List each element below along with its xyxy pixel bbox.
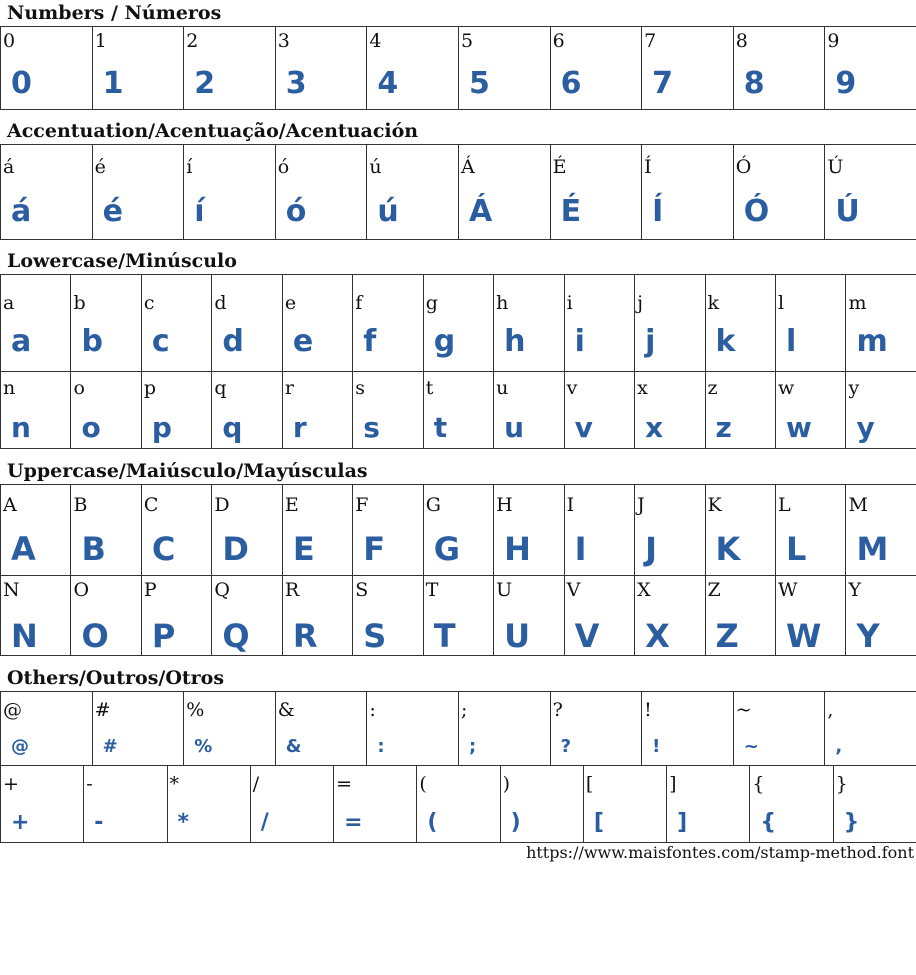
glyph-label: & <box>277 699 295 721</box>
glyph-sample: W <box>785 617 822 655</box>
glyph-label: M <box>848 494 868 516</box>
glyph-sample: É <box>560 194 582 229</box>
glyph-label: Ú <box>827 156 844 178</box>
glyph-cell <box>706 275 776 371</box>
glyph-sample: y <box>856 411 875 444</box>
glyph-label: ) <box>502 773 511 795</box>
glyph-cell <box>584 766 667 842</box>
glyph-sample: n <box>11 411 31 444</box>
glyph-label: r <box>284 377 294 399</box>
glyph-label: z <box>707 377 718 399</box>
glyph-label: Í <box>644 156 652 178</box>
glyph-cell <box>71 275 141 371</box>
glyph-label: 4 <box>369 30 382 52</box>
glyph-cell <box>494 275 564 371</box>
glyph-label: á <box>3 156 15 178</box>
glyph-sample: Q <box>222 617 250 655</box>
glyph-sample: 4 <box>377 66 399 101</box>
glyph-cell <box>501 766 584 842</box>
glyph-cell <box>551 692 643 765</box>
glyph-sample: l <box>785 324 797 359</box>
glyph-cell <box>283 275 353 371</box>
glyph-sample: w <box>785 411 812 444</box>
grid-uppercase-row-1 <box>0 484 916 576</box>
glyph-sample: O <box>81 617 109 655</box>
glyph-sample: F <box>363 530 386 568</box>
glyph-sample: H <box>504 530 531 568</box>
glyph-cell <box>776 576 846 655</box>
glyph-label: W <box>777 579 798 601</box>
glyph-label: X <box>637 579 651 601</box>
glyph-sample: V <box>574 617 600 655</box>
glyph-cell <box>276 27 368 109</box>
glyph-label: Y <box>848 579 861 601</box>
glyph-cell <box>142 372 212 448</box>
glyph-cell <box>212 576 282 655</box>
glyph-sample: h <box>504 324 526 359</box>
glyph-sample: b <box>81 324 103 359</box>
glyph-label: ] <box>669 773 677 795</box>
glyph-sample: } <box>843 810 860 835</box>
glyph-sample: K <box>715 530 741 568</box>
glyph-sample: + <box>11 810 30 835</box>
section-title-uppercase: Uppercase/Maiúsculo/Mayúsculas <box>7 460 368 482</box>
glyph-label: w <box>777 377 795 399</box>
glyph-label: % <box>186 699 205 721</box>
glyph-label: 6 <box>552 30 565 52</box>
glyph-cell <box>424 275 494 371</box>
glyph-label: K <box>707 494 722 516</box>
glyph-cell <box>642 27 734 109</box>
glyph-label: Q <box>214 579 230 601</box>
glyph-sample: r <box>292 411 307 444</box>
glyph-label: í <box>186 156 193 178</box>
glyph-cell <box>184 145 276 239</box>
glyph-cell <box>353 485 423 575</box>
glyph-label: 7 <box>644 30 657 52</box>
glyph-cell <box>93 145 185 239</box>
glyph-cell <box>825 692 916 765</box>
glyph-label: m <box>848 292 867 314</box>
glyph-sample: e <box>292 324 314 359</box>
glyph-cell <box>1 372 71 448</box>
glyph-sample: z <box>715 411 732 444</box>
glyph-label: h <box>496 292 509 314</box>
glyph-sample: f <box>363 324 377 359</box>
glyph-cell <box>212 275 282 371</box>
glyph-label: 9 <box>827 30 840 52</box>
section-title-accents: Accentuation/Acentuação/Acentuación <box>7 120 419 142</box>
glyph-label: = <box>336 773 352 795</box>
grid-numbers <box>0 26 916 110</box>
glyph-cell <box>71 485 141 575</box>
glyph-sample: & <box>285 736 302 757</box>
glyph-cell <box>283 576 353 655</box>
grid-uppercase-row-2 <box>0 575 916 656</box>
glyph-label: j <box>637 292 643 314</box>
glyph-sample: Ó <box>743 194 770 229</box>
glyph-sample: t <box>433 411 448 444</box>
glyph-cell <box>635 275 705 371</box>
glyph-label: 2 <box>186 30 199 52</box>
glyph-label: 1 <box>94 30 107 52</box>
glyph-label: 0 <box>3 30 16 52</box>
glyph-label: I <box>566 494 575 516</box>
glyph-sample: U <box>504 617 531 655</box>
glyph-cell <box>734 692 826 765</box>
glyph-sample: P <box>151 617 176 655</box>
glyph-cell <box>459 27 551 109</box>
glyph-sample: E <box>292 530 315 568</box>
glyph-sample: g <box>433 324 456 359</box>
glyph-sample: 8 <box>743 66 765 101</box>
glyph-cell <box>334 766 417 842</box>
glyph-cell <box>1 766 84 842</box>
glyph-sample: 2 <box>194 66 216 101</box>
glyph-cell <box>71 576 141 655</box>
glyph-sample: ) <box>510 810 521 835</box>
glyph-cell <box>734 27 826 109</box>
glyph-sample: ; <box>468 736 477 757</box>
glyph-cell <box>635 372 705 448</box>
glyph-sample: ? <box>560 736 572 757</box>
glyph-sample: R <box>292 617 318 655</box>
glyph-sample: 0 <box>11 66 32 101</box>
glyph-sample: C <box>151 530 176 568</box>
glyph-label: a <box>3 292 15 314</box>
glyph-cell <box>776 275 846 371</box>
glyph-sample: % <box>194 736 213 757</box>
glyph-cell <box>565 275 635 371</box>
grid-lowercase-row-2 <box>0 371 916 449</box>
glyph-label: T <box>425 579 439 601</box>
glyph-label: + <box>3 773 19 795</box>
glyph-cell <box>367 27 459 109</box>
glyph-cell <box>71 372 141 448</box>
glyph-sample: ! <box>652 736 661 757</box>
grid-others-row-1 <box>0 691 916 766</box>
glyph-sample: I <box>574 530 587 568</box>
glyph-sample: ó <box>285 194 307 229</box>
glyph-sample: T <box>433 617 456 655</box>
glyph-cell <box>367 692 459 765</box>
glyph-cell <box>846 576 916 655</box>
glyph-cell <box>565 576 635 655</box>
glyph-sample: a <box>11 324 32 359</box>
glyph-cell <box>142 485 212 575</box>
glyph-cell <box>251 766 334 842</box>
glyph-label: { <box>752 773 765 795</box>
glyph-sample: m <box>856 324 888 359</box>
glyph-label: F <box>355 494 369 516</box>
glyph-sample: á <box>11 194 32 229</box>
glyph-sample: A <box>11 530 36 568</box>
glyph-label: : <box>369 699 376 721</box>
glyph-sample: * <box>177 810 190 835</box>
glyph-label: E <box>284 494 299 516</box>
glyph-sample: J <box>645 530 657 568</box>
glyph-label: ú <box>369 156 382 178</box>
glyph-label: @ <box>3 699 22 721</box>
glyph-sample: 9 <box>835 66 857 101</box>
glyph-sample: # <box>102 736 118 757</box>
glyph-sample: c <box>151 324 170 359</box>
glyph-label: c <box>143 292 155 314</box>
glyph-sample: u <box>504 411 525 444</box>
glyph-sample: Á <box>468 194 493 229</box>
glyph-label: ! <box>644 699 652 721</box>
glyph-label: b <box>73 292 86 314</box>
glyph-cell <box>283 485 353 575</box>
glyph-cell <box>494 576 564 655</box>
glyph-sample: / <box>260 810 269 835</box>
glyph-label: [ <box>585 773 594 795</box>
glyph-sample: : <box>377 736 385 757</box>
glyph-label: ~ <box>735 699 752 721</box>
glyph-label: B <box>73 494 88 516</box>
glyph-label: ( <box>419 773 427 795</box>
glyph-label: k <box>707 292 720 314</box>
glyph-sample: N <box>11 617 38 655</box>
glyph-cell <box>184 692 276 765</box>
glyph-cell <box>846 485 916 575</box>
glyph-label: / <box>252 773 260 795</box>
glyph-label: p <box>143 377 157 399</box>
glyph-cell <box>1 27 93 109</box>
glyph-cell <box>212 485 282 575</box>
glyph-label: e <box>284 292 297 314</box>
glyph-label: Ó <box>735 156 752 178</box>
glyph-label: * <box>169 773 180 795</box>
glyph-sample: x <box>645 411 664 444</box>
glyph-sample: j <box>645 324 656 359</box>
glyph-sample: Y <box>856 617 880 655</box>
glyph-label: d <box>214 292 227 314</box>
glyph-cell <box>184 27 276 109</box>
glyph-sample: 1 <box>102 66 124 101</box>
glyph-label: A <box>3 494 17 516</box>
glyph-label: C <box>143 494 159 516</box>
glyph-sample: d <box>222 324 244 359</box>
glyph-cell <box>283 372 353 448</box>
glyph-label: 5 <box>460 30 474 52</box>
glyph-label: S <box>355 579 369 601</box>
glyph-label: - <box>86 773 93 795</box>
glyph-cell <box>84 766 167 842</box>
glyph-sample: , <box>835 736 843 757</box>
glyph-sample: - <box>94 810 104 835</box>
glyph-sample: k <box>715 324 736 359</box>
glyph-cell <box>168 766 251 842</box>
glyph-cell <box>635 485 705 575</box>
glyph-sample: ( <box>427 810 438 835</box>
glyph-sample: é <box>102 194 123 229</box>
glyph-label: n <box>3 377 16 399</box>
glyph-cell <box>142 275 212 371</box>
glyph-cell <box>417 766 500 842</box>
glyph-label: ó <box>277 156 290 178</box>
grid-others-row-2 <box>0 765 916 843</box>
glyph-sample: 3 <box>285 66 307 101</box>
glyph-label: H <box>496 494 513 516</box>
glyph-label: ; <box>460 699 468 721</box>
glyph-label: t <box>425 377 434 399</box>
glyph-cell <box>642 145 734 239</box>
glyph-sample: D <box>222 530 249 568</box>
glyph-label: O <box>73 579 90 601</box>
glyph-sample: 5 <box>468 66 490 101</box>
source-url-link[interactable]: https://www.maisfontes.com/stamp-method.font <box>526 843 914 862</box>
glyph-label: o <box>73 377 85 399</box>
glyph-label: l <box>777 292 785 314</box>
glyph-cell <box>276 692 368 765</box>
glyph-cell <box>565 372 635 448</box>
section-title-numbers: Numbers / Números <box>7 2 222 24</box>
glyph-label: } <box>835 773 848 795</box>
glyph-cell <box>353 576 423 655</box>
glyph-sample: o <box>81 411 101 444</box>
glyph-label: v <box>566 377 578 399</box>
glyph-label: V <box>566 579 581 601</box>
glyph-cell <box>642 692 734 765</box>
glyph-sample: ] <box>677 810 688 835</box>
glyph-sample: = <box>344 810 363 835</box>
glyph-label: g <box>425 292 438 314</box>
grid-accents <box>0 144 916 240</box>
glyph-cell <box>353 372 423 448</box>
glyph-sample: L <box>785 530 807 568</box>
glyph-label: q <box>214 377 227 399</box>
glyph-sample: @ <box>11 736 29 757</box>
glyph-label: G <box>425 494 441 516</box>
glyph-sample: p <box>151 411 172 444</box>
glyph-label: N <box>3 579 20 601</box>
glyph-cell <box>424 485 494 575</box>
section-title-lowercase: Lowercase/Minúsculo <box>7 250 237 272</box>
glyph-sample: v <box>574 411 593 444</box>
glyph-label: U <box>496 579 513 601</box>
glyph-sample: q <box>222 411 243 444</box>
glyph-cell <box>93 27 185 109</box>
glyph-cell <box>459 692 551 765</box>
glyph-label: s <box>355 377 366 399</box>
glyph-sample: Í <box>652 194 664 229</box>
glyph-cell <box>494 372 564 448</box>
glyph-cell <box>565 485 635 575</box>
glyph-label: ? <box>552 699 563 721</box>
glyph-cell <box>1 576 71 655</box>
glyph-cell <box>551 27 643 109</box>
glyph-cell <box>776 372 846 448</box>
glyph-cell <box>1 485 71 575</box>
glyph-sample: 6 <box>560 66 582 101</box>
glyph-cell <box>459 145 551 239</box>
glyph-sample: ú <box>377 194 399 229</box>
glyph-label: y <box>848 377 860 399</box>
glyph-label: 8 <box>735 30 748 52</box>
glyph-label: é <box>94 156 106 178</box>
glyph-cell <box>353 275 423 371</box>
glyph-cell <box>706 485 776 575</box>
glyph-sample: X <box>645 617 670 655</box>
glyph-cell <box>142 576 212 655</box>
glyph-label: x <box>637 377 648 399</box>
glyph-cell <box>424 372 494 448</box>
glyph-label: , <box>827 699 834 721</box>
glyph-sample: S <box>363 617 387 655</box>
grid-lowercase-row-1 <box>0 274 916 372</box>
glyph-cell <box>825 145 916 239</box>
glyph-sample: { <box>760 810 777 835</box>
glyph-cell <box>706 576 776 655</box>
glyph-sample: G <box>433 530 460 568</box>
glyph-cell <box>551 145 643 239</box>
glyph-cell <box>776 485 846 575</box>
glyph-cell <box>635 576 705 655</box>
glyph-cell <box>424 576 494 655</box>
glyph-cell <box>825 27 916 109</box>
glyph-label: D <box>214 494 230 516</box>
glyph-label: f <box>355 292 363 314</box>
glyph-label: i <box>566 292 573 314</box>
glyph-label: Z <box>707 579 721 601</box>
glyph-label: u <box>496 377 509 399</box>
glyph-cell <box>367 145 459 239</box>
glyph-label: 3 <box>277 30 290 52</box>
glyph-sample: i <box>574 324 585 359</box>
glyph-cell <box>494 485 564 575</box>
glyph-sample: s <box>363 411 380 444</box>
glyph-cell <box>734 145 826 239</box>
glyph-label: É <box>552 156 567 178</box>
glyph-cell <box>1 145 93 239</box>
glyph-sample: Ú <box>835 194 860 229</box>
glyph-label: J <box>637 494 645 516</box>
glyph-label: L <box>777 494 791 516</box>
glyph-label: # <box>94 699 111 721</box>
glyph-sample: 7 <box>652 66 674 101</box>
glyph-cell <box>1 692 93 765</box>
glyph-sample: M <box>856 530 889 568</box>
glyph-sample: B <box>81 530 106 568</box>
glyph-sample: Z <box>715 617 739 655</box>
glyph-cell <box>750 766 833 842</box>
glyph-cell <box>846 275 916 371</box>
glyph-cell <box>667 766 750 842</box>
glyph-cell <box>834 766 916 842</box>
glyph-sample: í <box>194 194 205 229</box>
glyph-label: Á <box>460 156 475 178</box>
glyph-cell <box>93 692 185 765</box>
section-title-others: Others/Outros/Otros <box>7 667 225 689</box>
glyph-cell <box>276 145 368 239</box>
glyph-label: R <box>284 579 300 601</box>
glyph-label: P <box>143 579 157 601</box>
glyph-cell <box>212 372 282 448</box>
glyph-cell <box>846 372 916 448</box>
glyph-sample: [ <box>593 810 604 835</box>
glyph-cell <box>706 372 776 448</box>
glyph-cell <box>1 275 71 371</box>
glyph-sample: ~ <box>743 736 759 757</box>
